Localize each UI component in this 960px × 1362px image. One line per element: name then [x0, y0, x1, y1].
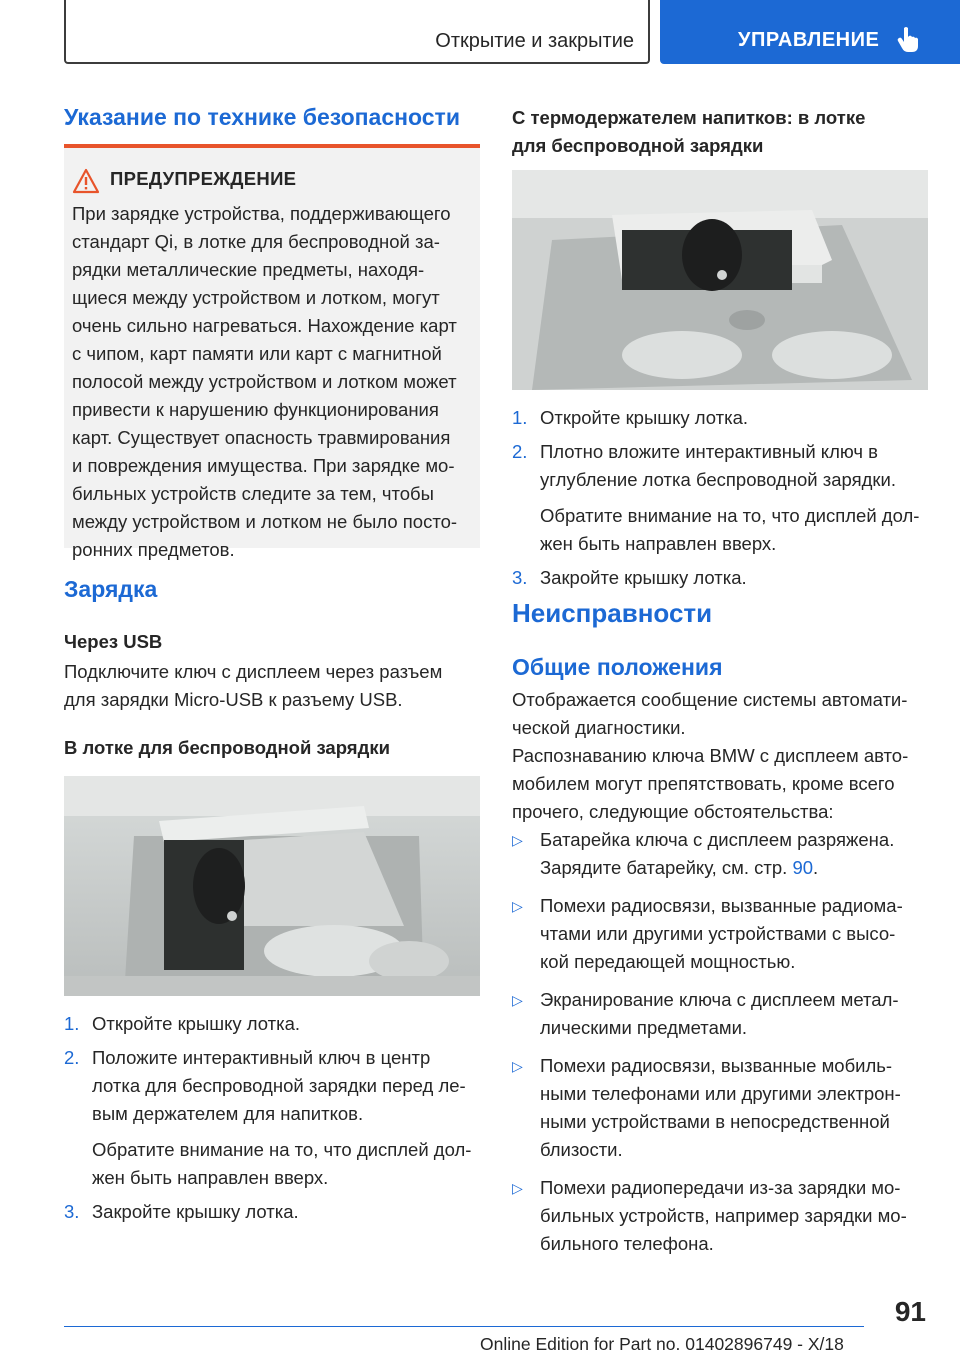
warning-line: При зарядке устройства, поддерживающего: [72, 203, 451, 224]
list-item: [512, 892, 942, 976]
note-line: жен быть направлен вверх.: [92, 1167, 329, 1188]
charging-title: Зарядка: [64, 576, 158, 602]
bullet-text: бильного телефона.: [540, 1233, 714, 1254]
warning-line: и повреждения имущества. При зарядке мо-: [72, 455, 455, 476]
faults-title: Неисправности: [512, 598, 713, 628]
bullet-triangle-icon: ▷: [512, 992, 523, 1008]
holder-tray-photo: [512, 170, 928, 390]
list-item: [64, 1010, 480, 1038]
step-text: Плотно вложите интерактивный ключ в: [540, 441, 878, 462]
bullet-text: Зарядите батарейку, см. стр.: [540, 857, 793, 878]
step-note: [540, 502, 928, 558]
warning-triangle-icon: [72, 168, 100, 194]
step-number: 2.: [512, 441, 528, 462]
bullet-text: Батарейка ключа с дисплеем разряжена.: [540, 829, 895, 850]
holder-heading: [512, 104, 928, 160]
warning-line: стандарт Qi, в лотке для беспроводной за-: [72, 231, 440, 252]
step-note: [92, 1136, 480, 1192]
bullet-triangle-icon: ▷: [512, 898, 523, 914]
warning-line: ронних предметов.: [72, 539, 235, 560]
step-text: Откройте крышку лотка.: [540, 407, 749, 428]
tray-heading: В лотке для беспроводной зарядки: [64, 737, 390, 758]
list-item: [512, 564, 928, 592]
bullet-text: ными телефонами или другими электрон-: [540, 1083, 901, 1104]
general-p2: [512, 742, 942, 826]
bullet-text: кой передающей мощностью.: [540, 951, 796, 972]
holder-steps: [512, 404, 928, 598]
list-item: [512, 438, 928, 558]
bullet-text: ными устройствами в непосредственной: [540, 1111, 890, 1132]
bullet-text: Экранирование ключа с дисплеем метал-: [540, 989, 899, 1010]
warning-title: ПРЕДУПРЕЖДЕНИЕ: [110, 168, 297, 189]
step-number: 1.: [64, 1013, 80, 1034]
usb-text: [64, 658, 480, 714]
paragraph-line: Распознаванию ключа BMW с дисплеем авто-: [512, 745, 909, 766]
general-p1: [512, 686, 942, 742]
list-item: [512, 986, 942, 1042]
list-item: [512, 404, 928, 432]
step-text: Откройте крышку лотка.: [92, 1013, 301, 1034]
usb-line: для зарядки Micro-USB к разъему USB.: [64, 689, 403, 710]
bullet-text: лическими предметами.: [540, 1017, 748, 1038]
bullet-triangle-icon: ▷: [512, 1180, 523, 1196]
warning-line: карт. Существует опасность травмирования: [72, 427, 451, 448]
usb-heading: Через USB: [64, 631, 163, 652]
warning-line: бильных устройств следите за тем, чтобы: [72, 483, 434, 504]
bullet-text: чтами или другими устройствами с высо-: [540, 923, 896, 944]
bullet-triangle-icon: ▷: [512, 1058, 523, 1074]
bullet-text: близости.: [540, 1139, 623, 1160]
bullet-text: бильных устройств, например зарядки мо-: [540, 1205, 907, 1226]
paragraph-line: прочего, следующие обстоятельства:: [512, 801, 834, 822]
list-item: [64, 1044, 480, 1192]
paragraph-line: Отображается сообщение системы автомати-: [512, 689, 908, 710]
step-text: Закройте крышку лотка.: [92, 1201, 299, 1222]
note-line: жен быть направлен вверх.: [540, 533, 777, 554]
step-number: 2.: [64, 1047, 80, 1068]
charging-tray-photo: [64, 776, 480, 996]
paragraph-line: мобилем могут препятствовать, кроме всего: [512, 773, 895, 794]
note-line: Обратите внимание на то, что дисплей дол-: [92, 1139, 472, 1160]
warning-line: привести к нарушению функционирования: [72, 399, 439, 420]
page-link[interactable]: 90: [792, 857, 814, 878]
charging-tray-illustration: [64, 776, 480, 996]
step-number: 3.: [64, 1201, 80, 1222]
bullet-text: .: [813, 857, 819, 878]
list-item: [512, 1174, 942, 1258]
note-line: Обратите внимание на то, что дисплей дол-: [540, 505, 920, 526]
warning-line: щиеся между устройством и лотком, могут: [72, 287, 440, 308]
footer-rule: [64, 1326, 864, 1327]
holder-heading-line: для беспроводной зарядки: [512, 135, 764, 156]
step-number: 3.: [512, 567, 528, 588]
header-chapter-title: УПРАВЛЕНИЕ: [738, 29, 880, 51]
step-text: лотка для беспроводной зарядки перед ле-: [92, 1075, 466, 1096]
warning-line: с чипом, карт памяти или карт с магнитной: [72, 343, 442, 364]
step-text: углубление лотка беспроводной зарядки.: [540, 469, 896, 490]
general-title: Общие положения: [512, 654, 723, 680]
bullet-text: Помехи радиосвязи, вызванные радиома-: [540, 895, 903, 916]
safety-title: Указание по технике безопасности: [64, 104, 460, 130]
warning-box: [64, 148, 480, 560]
header-section-title: Открытие и закрытие: [435, 30, 634, 52]
header-section-tab: [64, 0, 650, 64]
warning-line: между устройством и лотком не было посто-: [72, 511, 458, 532]
paragraph-line: ческой диагностики.: [512, 717, 686, 738]
fault-bullets: [512, 826, 942, 1268]
hand-pointer-icon: [894, 24, 924, 54]
tray-steps: [64, 1010, 480, 1232]
bullet-text: Помехи радиопередачи из-за зарядки мо-: [540, 1177, 901, 1198]
page-number: 91: [894, 1296, 926, 1327]
step-text: Положите интерактивный ключ в центр: [92, 1047, 431, 1068]
usb-line: Подключите ключ с дисплеем через разъем: [64, 661, 443, 682]
header-chapter-tab: [660, 0, 960, 64]
warning-line: рядки металлические предметы, находя-: [72, 259, 425, 280]
list-item: [64, 1198, 480, 1226]
bullet-text: Помехи радиосвязи, вызванные мобиль-: [540, 1055, 893, 1076]
holder-heading-line: С термодержателем напитков: в лотке: [512, 107, 866, 128]
list-item: [512, 826, 942, 882]
footer-edition: Online Edition for Part no. 01402896749 - X/18: [480, 1334, 844, 1354]
step-text: Закройте крышку лотка.: [540, 567, 747, 588]
step-text: вым держателем для напитков.: [92, 1103, 364, 1124]
warning-line: полосой между устройством и лотком может: [72, 371, 457, 392]
step-number: 1.: [512, 407, 528, 428]
holder-tray-illustration: [512, 170, 928, 390]
bullet-triangle-icon: ▷: [512, 832, 523, 848]
list-item: [512, 1052, 942, 1164]
warning-text: [72, 200, 476, 564]
warning-line: очень сильно нагреваться. Нахождение карт: [72, 315, 457, 336]
